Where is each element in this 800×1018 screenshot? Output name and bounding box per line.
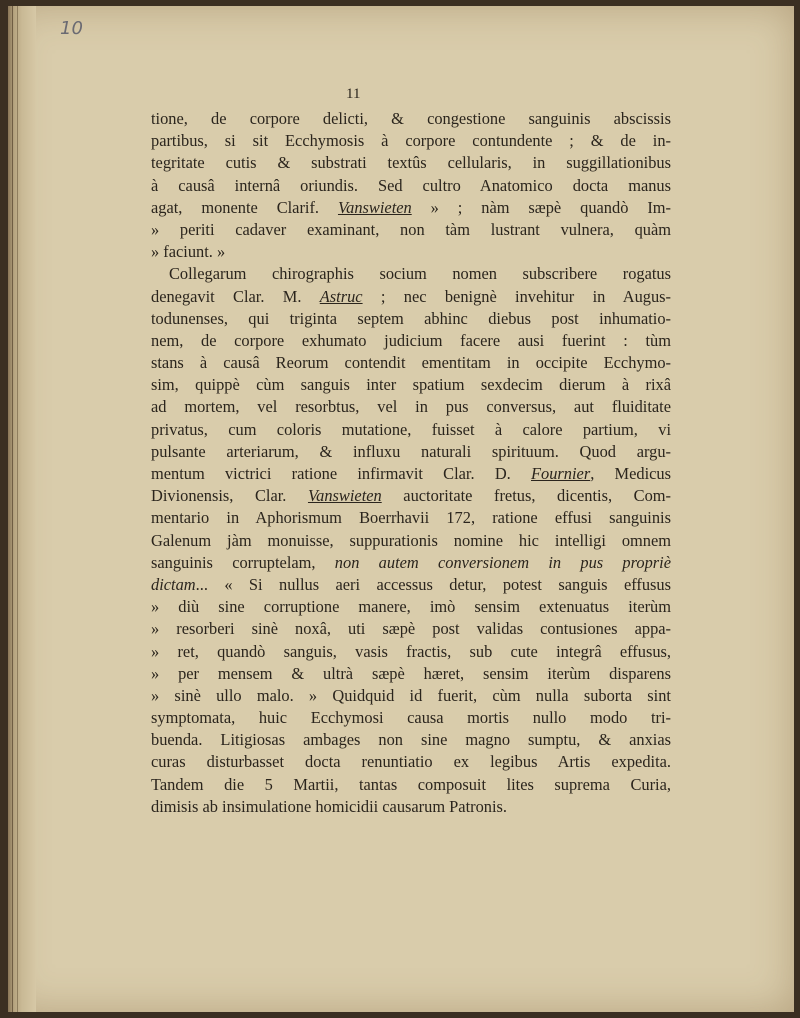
text-line [151, 130, 671, 152]
text-line [151, 596, 671, 618]
text-line [151, 507, 671, 529]
text-run: agat, monente Clarif. [151, 197, 338, 217]
text-line [151, 729, 671, 751]
page-number: 11 [346, 86, 361, 102]
text-line [151, 774, 671, 796]
text-run: , Medicus [590, 464, 671, 483]
text-line [151, 330, 671, 352]
text-line [151, 419, 671, 441]
text-run: sanguinis corruptelam, [151, 552, 335, 572]
binding-rule [17, 6, 18, 1012]
text-line [151, 441, 671, 463]
text-run: tegritate cutis & substrati textûs cellularis, in suggillationibus [151, 153, 671, 173]
text-run: Vanswieten [307, 486, 382, 506]
text-line [151, 308, 671, 330]
text-line [151, 796, 671, 818]
text-run: Collegarum chirographis socium nomen subscribere rogatus [169, 264, 671, 284]
text-run: ad mortem, vel resorbtus, vel in pus conversus, aut fluiditate [151, 397, 671, 417]
body-text [151, 108, 671, 818]
text-line [151, 152, 671, 174]
text-line [151, 219, 671, 241]
text-run: » resorberi sinè noxâ, uti sæpè post validas contusiones appa- [151, 619, 671, 639]
book-page [8, 6, 794, 1012]
text-run: Tandem die 5 Martii, tantas composuit lites suprema Curia, [151, 774, 671, 794]
text-line [151, 485, 671, 507]
text-run: » periti cadaver examinant, non tàm lustrant vulnera, quàm [151, 219, 671, 239]
text-run: Galenum jàm monuisse, suppurationis nomine hic intelligi omnem [151, 530, 671, 550]
binding-rule [12, 6, 13, 1012]
text-line [151, 530, 671, 552]
text-run: tione, de corpore delicti, & congestione sanguinis abscissis [151, 109, 671, 128]
text-line [151, 574, 671, 596]
text-run: Fournier [531, 464, 591, 483]
text-run: dictam [151, 574, 196, 594]
text-line [151, 263, 671, 285]
text-line [151, 175, 671, 197]
text-line [151, 751, 671, 773]
binding-edge [8, 6, 36, 1012]
text-run: auctoritate fretus, dicentis, Com- [381, 486, 671, 506]
text-run: à causâ internâ oriundis. Sed cultro Anatomico docta manus [151, 175, 671, 195]
text-run: » ; nàm sæpè quandò Im- [411, 197, 671, 217]
text-line [151, 707, 671, 729]
text-run: stans à causâ Reorum contendit ementitam in occipite Ecchymo- [151, 353, 671, 373]
text-run: ; nec benignè invehitur in Augus- [362, 286, 671, 306]
text-run: Astruc [319, 286, 363, 306]
text-line [151, 663, 671, 685]
text-run: nem, de corpore exhumato judicium facere ausi fuerint : tùm [151, 330, 671, 350]
text-line [151, 286, 671, 308]
text-run: » per mensem & ultrà sæpè hæret, sensim iterùm disparens [151, 663, 671, 683]
text-run: Divionensis, Clar. [151, 486, 308, 506]
text-run: ... « Si nullus aeri accessus detur, potest sanguis effusus [195, 574, 671, 594]
pencil-page-mark: 10 [60, 18, 83, 39]
text-run: mentum victrici ratione infirmavit Clar. D. [151, 464, 532, 483]
text-line [151, 618, 671, 640]
text-run: buenda. Litigiosas ambages non sine magno sumptu, & anxias [151, 730, 671, 750]
text-run: » diù sine corruptione manere, imò sensim extenuatus iterùm [151, 597, 671, 617]
text-line [151, 463, 671, 485]
text-run: symptomata, huic Ecchymosi causa mortis nullo modo tri- [151, 708, 671, 728]
text-line [151, 352, 671, 374]
text-run: » sinè ullo malo. » Quidquid id fuerit, cùm nulla suborta sint [151, 685, 671, 705]
text-run: denegavit Clar. M. [151, 286, 320, 306]
text-line [151, 197, 671, 219]
text-run: » faciunt. » [151, 242, 226, 262]
text-run: » ret, quandò sanguis, vasis fractis, sub cute integrâ effusus, [151, 641, 671, 661]
text-line [151, 374, 671, 396]
text-run: mentario in Aphorismum Boerrhavii 172, ratione effusi sanguinis [151, 508, 671, 528]
text-line [151, 241, 671, 263]
text-line [151, 108, 671, 130]
text-run: todunenses, qui triginta septem abhinc diebus post inhumatio- [151, 308, 671, 328]
text-line [151, 685, 671, 707]
text-line [151, 396, 671, 418]
text-run: partibus, si sit Ecchymosis à corpore contundente ; & de in- [151, 131, 671, 151]
text-run: pulsante arteriarum, & influxu naturali spirituum. Quod argu- [151, 441, 671, 461]
text-line [151, 641, 671, 663]
text-run: non autem conversionem in pus propriè [334, 552, 671, 572]
text-run: curas disturbasset docta renuntiatio ex legibus Artis expedita. [151, 752, 671, 772]
text-run: Vanswieten [337, 197, 412, 217]
text-line [151, 552, 671, 574]
text-run: dimisis ab insimulatione homicidii causarum Patronis. [151, 796, 508, 816]
text-run: privatus, cum coloris mutatione, fuisset à calore partium, vi [151, 419, 671, 439]
text-run: sim, quippè cùm sanguis inter spatium sexdecim dierum à rixâ [151, 375, 671, 395]
